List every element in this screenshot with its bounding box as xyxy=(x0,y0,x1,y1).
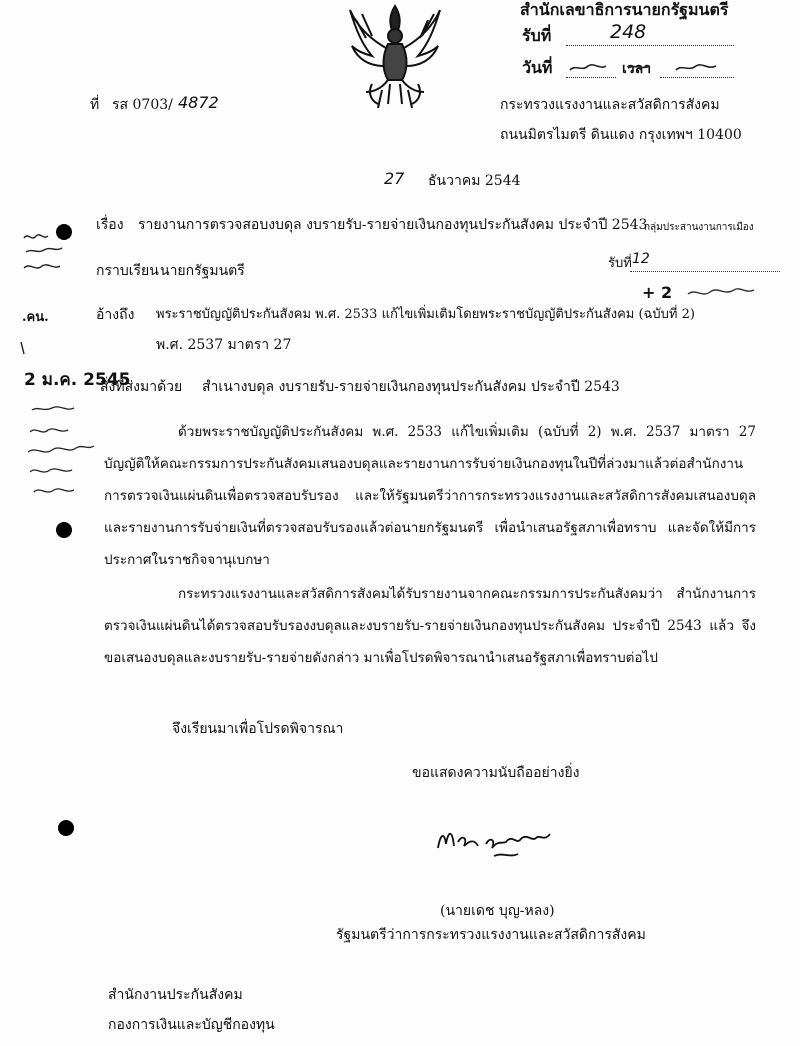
footer-office: สำนักงานประกันสังคม xyxy=(108,987,243,1003)
ministry-address: ถนนมิตรไมตรี ดินแดง กรุงเทพฯ 10400 xyxy=(500,127,742,143)
enclosure-text: สำเนางบดุล งบรายรับ-รายจ่ายเงินกองทุนประกันสังคม ประจำปี 2543 xyxy=(202,379,620,395)
garuda-emblem-icon xyxy=(342,0,448,110)
signature-icon xyxy=(432,820,572,864)
letter-date-day: 27 xyxy=(384,169,405,188)
ministry-name: กระทรวงแรงงานและสวัสดิการสังคม xyxy=(500,97,720,113)
svg-text:+ 2: + 2 xyxy=(642,283,673,302)
receiving-time-stamp-icon xyxy=(640,282,760,302)
closing-request: จึงเรียนมาเพื่อโปรดพิจารณา xyxy=(172,721,344,737)
margin-date-stamp: 2 ม.ค. 2545 xyxy=(24,370,131,390)
ref-number-handwritten: 4872 xyxy=(178,93,219,112)
margin-handwriting-bottom-icon xyxy=(24,400,104,510)
ref-number: รส 0703/ xyxy=(112,97,173,113)
stamp-date-label: วันที่ xyxy=(522,58,553,77)
footer-division: กองการเงินและบัญชีกองทุน xyxy=(108,1017,275,1033)
stamp-received-no-line xyxy=(566,44,734,46)
punch-hole-3 xyxy=(58,820,74,836)
punch-hole-2 xyxy=(56,522,72,538)
reference-label: อ้างถึง xyxy=(96,307,135,323)
margin-code: .คน. xyxy=(22,310,49,325)
reference-line-1: พระราชบัญญัติประกันสังคม พ.ศ. 2533 แก้ไขเพิ่มเติมโดยพระราชบัญญัติประกันสังคม (ฉบับที่ 2) xyxy=(156,307,695,322)
receiving-stamp-date-label: รับที่ xyxy=(608,256,632,271)
body-paragraph-1: ด้วยพระราชบัญญัติประกันสังคม พ.ศ. 2533 แก้ไขเพิ่มเติม (ฉบับที่ 2) พ.ศ. 2537 มาตรา 27 บัญญัติให้คณะกรรมการประกันสังคมเสนองบดุลและรายงานการรับจ่ายเงินกองทุนในปีที่ล่วงมาแล้วต่อสำนักงานการตรวจเงินแผ่นดินเพื่อตรวจสอบรับรอง และให้รัฐมนตรีว่าการกระทรวงแรงงานและสวัสดิการสังคมเสนองบดุลและรายงานการรับจ่ายเงินที่ตรวจสอบรับรองแล้วต่อนายกรัฐมนตรี เพื่อนำเสนอรัฐสภาเพื่อทราบ และจัดให้มีการประกาศในราชกิจจานุเบกษา xyxy=(104,424,756,568)
receiving-stamp-date: 12 xyxy=(632,251,650,267)
margin-mark-icon xyxy=(18,340,32,356)
reference-line-2: พ.ศ. 2537 มาตรา 27 xyxy=(156,337,292,353)
stamp-received-no-label: รับที่ xyxy=(522,26,552,45)
subject-text: รายงานการตรวจสอบงบดุล งบรายรับ-รายจ่ายเงินกองทุนประกันสังคม ประจำปี 2543 xyxy=(138,217,648,233)
ref-label: ที่ xyxy=(90,97,100,113)
subject-label: เรื่อง xyxy=(96,217,124,233)
salutation-text: นายกรัฐมนตรี xyxy=(160,263,245,279)
body-paragraph-2: กระทรวงแรงงานและสวัสดิการสังคมได้รับรายงานจากคณะกรรมการประกันสังคมว่า สำนักงานการตรวจเงินแผ่นดินได้ตรวจสอบรับรองงบดุลและงบรายรับ-รายจ่ายเงินกองทุนประกันสังคม ประจำปี 2543 แล้ว จึงขอเสนองบดุลและงบรายรับ-รายจ่ายดังกล่าว มาเพื่อโปรดพิจารณานำเสนอรัฐสภาเพื่อทราบต่อไป xyxy=(104,586,756,666)
stamp-time-label: เวลา xyxy=(622,61,652,77)
salutation-label: กราบเรียน xyxy=(96,263,159,279)
stamp-received-no: 248 xyxy=(610,21,647,43)
signer-title: รัฐมนตรีว่าการกระทรวงแรงงานและสวัสดิการสังคม xyxy=(336,927,646,943)
punch-hole-1 xyxy=(56,224,72,240)
receiving-stamp-line xyxy=(630,270,780,272)
stamp-office: สำนักเลขาธิการนายกรัฐมนตรี xyxy=(520,0,729,19)
signer-name: (นายเดช บุญ-หลง) xyxy=(440,903,555,919)
enclosure-label: สิ่งที่ส่งมาด้วย xyxy=(100,379,183,395)
stamp-handwriting-icon xyxy=(566,56,746,78)
receiving-stamp-text: กลุ่มประสานงานการเมือง xyxy=(644,222,754,233)
letter-date: ธันวาคม 2544 xyxy=(428,173,521,189)
closing-text: ขอแสดงความนับถืออย่างยิ่ง xyxy=(412,765,580,781)
